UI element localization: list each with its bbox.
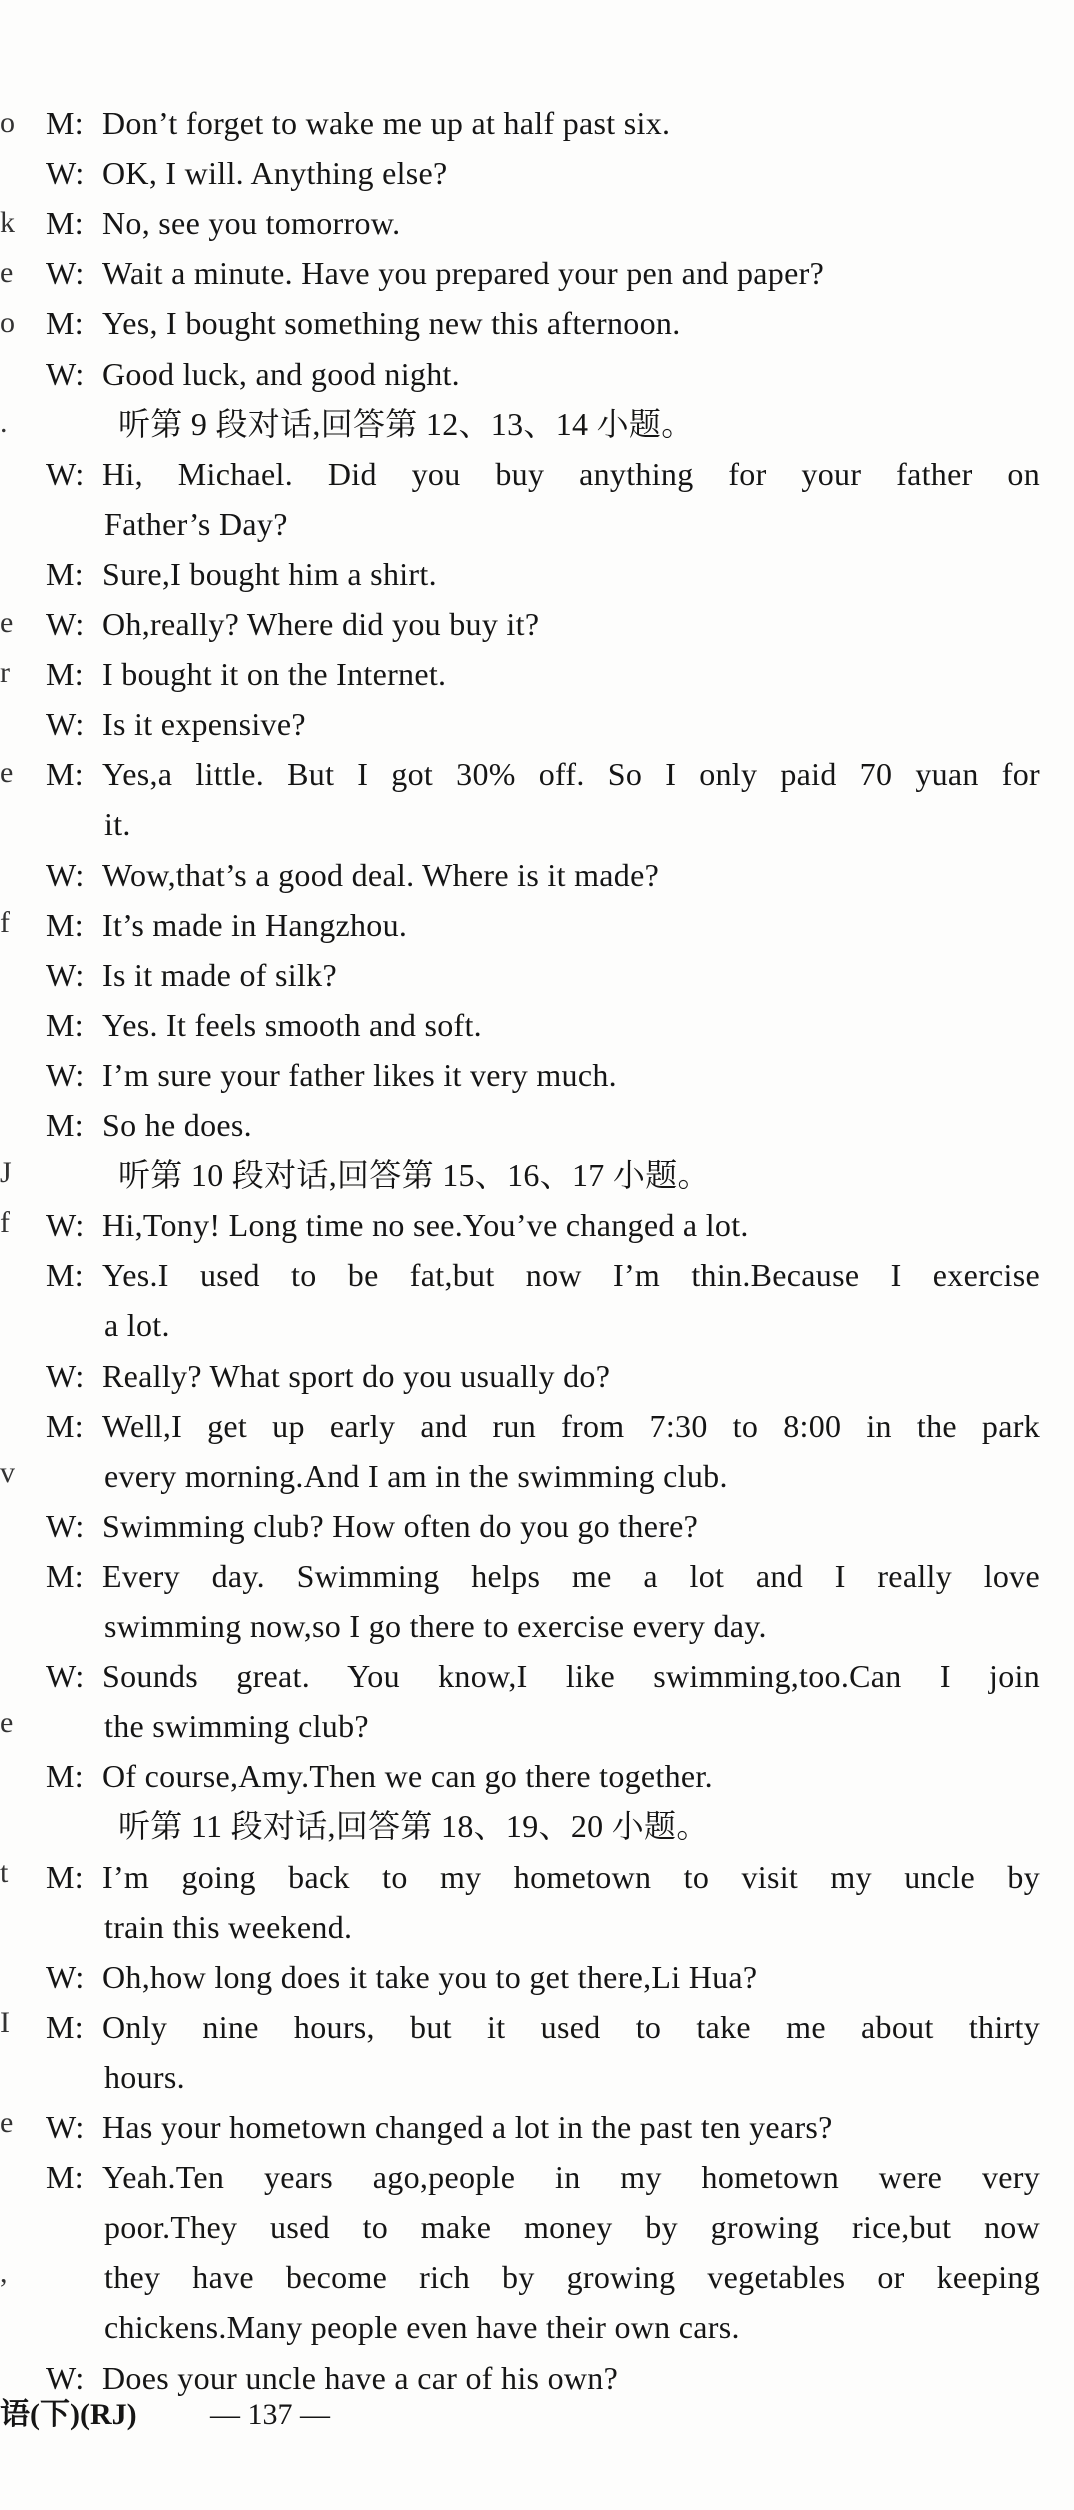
- speaker-label: M:: [46, 1257, 84, 1294]
- speaker-label: W:: [46, 1958, 85, 1995]
- dialogue-continuation: the swimming club?: [104, 1708, 369, 1745]
- dialogue-line: [46, 198, 400, 248]
- speaker-label: M:: [46, 1407, 84, 1444]
- speaker-label: W:: [46, 2109, 85, 2145]
- dialogue-line: [46, 549, 437, 599]
- speaker-label: M:: [46, 2159, 84, 2196]
- dialogue-line: [46, 950, 337, 1000]
- dialogue-line: [46, 1651, 1040, 1701]
- section-heading: 听第 10 段对话,回答第 15、16、17 小题。: [118, 1157, 710, 1194]
- speaker-label: M:: [46, 1858, 84, 1895]
- utterance-text: No, see you tomorrow.: [102, 205, 401, 242]
- utterance-text: Wait a minute. Have you prepared your pen and paper?: [102, 255, 825, 292]
- dialogue-line: [46, 2102, 833, 2152]
- utterance-text: Yeah.Ten years ago,people in my hometown were very: [102, 2159, 1040, 2196]
- dialogue-continuation: poor.They used to make money by growing rice,but now: [104, 2209, 1040, 2246]
- dialogue-line: [46, 1100, 252, 1150]
- dialogue-continuation: Father’s Day?: [104, 505, 288, 542]
- utterance-text: Hi,Tony! Long time no see.You’ve changed a lot.: [102, 1207, 749, 1244]
- dialogue-line: [46, 1751, 713, 1801]
- dialogue-line: [46, 298, 681, 348]
- margin-fragment: .: [0, 406, 8, 439]
- dialogue-line: [46, 1551, 1040, 1601]
- speaker-label: M:: [46, 1758, 84, 1795]
- dialogue-line: [46, 449, 1040, 499]
- speaker-label: W:: [46, 1507, 85, 1544]
- margin-fragment: e: [0, 256, 14, 289]
- margin-fragment: o: [0, 106, 15, 139]
- utterance-text: Is it expensive?: [102, 706, 306, 743]
- speaker-label: M:: [46, 756, 84, 793]
- dialogue-line: [46, 148, 448, 198]
- speaker-label: M:: [46, 305, 84, 342]
- speaker-label: M:: [46, 1557, 84, 1594]
- margin-fragment: r: [0, 656, 10, 689]
- dialogue-continuation: it.: [104, 806, 131, 843]
- speaker-label: M:: [46, 656, 84, 693]
- speaker-label: W:: [46, 706, 85, 743]
- margin-fragment: ,: [0, 2256, 8, 2289]
- utterance-text: Sure,I bought him a shirt.: [102, 555, 437, 592]
- speaker-label: W:: [46, 1357, 85, 1394]
- dialogue-continuation: a lot.: [104, 1307, 170, 1344]
- dialogue-line: [46, 1250, 1040, 1300]
- utterance-text: It’s made in Hangzhou.: [102, 906, 408, 943]
- margin-fragment: e: [0, 756, 14, 789]
- section-heading: 听第 9 段对话,回答第 12、13、14 小题。: [118, 405, 694, 442]
- utterance-text: Really? What sport do you usually do?: [102, 1357, 611, 1394]
- footer-subject: 语(下)(RJ): [0, 2398, 137, 2431]
- dialogue-line: [46, 1401, 1040, 1451]
- page-number: — 137 —: [210, 2398, 330, 2431]
- dialogue-continuation: every morning.And I am in the swimming club.: [104, 1457, 728, 1494]
- speaker-label: W:: [46, 2359, 85, 2396]
- dialogue-line: [46, 900, 407, 950]
- utterance-text: Don’t forget to wake me up at half past six.: [102, 105, 671, 141]
- margin-fragment: k: [0, 206, 15, 239]
- dialogue-line: [46, 1952, 757, 2002]
- margin-fragment: t: [0, 1856, 9, 1889]
- speaker-label: W:: [46, 455, 85, 492]
- speaker-label: W:: [46, 155, 85, 192]
- utterance-text: Does your uncle have a car of his own?: [102, 2359, 619, 2396]
- speaker-label: M:: [46, 2008, 84, 2045]
- utterance-text: Swimming club? How often do you go there?: [102, 1507, 699, 1544]
- dialogue-continuation: hours.: [104, 2058, 185, 2095]
- margin-fragment: e: [0, 2106, 14, 2139]
- dialogue-continuation: chickens.Many people even have their own cars.: [104, 2309, 740, 2346]
- utterance-text: Yes, I bought something new this afternoon.: [102, 305, 681, 342]
- utterance-text: I’m going back to my hometown to visit my uncle by: [102, 1858, 1040, 1895]
- utterance-text: So he does.: [102, 1107, 252, 1143]
- speaker-label: W:: [46, 856, 85, 893]
- speaker-label: W:: [46, 1658, 85, 1695]
- dialogue-line: [46, 349, 460, 399]
- page-footer: [0, 2390, 330, 2440]
- dialogue-continuation: train this weekend.: [104, 1908, 353, 1945]
- section-heading: 听第 11 段对话,回答第 18、19、20 小题。: [118, 1808, 709, 1845]
- margin-fragment: e: [0, 606, 14, 639]
- utterance-text: I’m sure your father likes it very much.: [102, 1056, 617, 1093]
- utterance-text: Sounds great. You know,I like swimming,too.Can I join: [102, 1658, 1040, 1695]
- dialogue-line: [46, 699, 306, 749]
- utterance-text: I bought it on the Internet.: [102, 656, 447, 693]
- margin-fragment: e: [0, 1706, 14, 1739]
- dialogue-line: [46, 1852, 1040, 1902]
- dialogue-continuation: they have become rich by growing vegetables or keeping: [104, 2259, 1040, 2296]
- speaker-label: M:: [46, 1107, 84, 1143]
- speaker-label: M:: [46, 906, 84, 943]
- utterance-text: Has your hometown changed a lot in the past ten years?: [102, 2109, 833, 2145]
- dialogue-continuation: swimming now,so I go there to exercise every day.: [104, 1608, 767, 1644]
- speaker-label: M:: [46, 205, 84, 242]
- margin-fragment: v: [0, 1456, 15, 1489]
- speaker-label: W:: [46, 956, 85, 993]
- utterance-text: Good luck, and good night.: [102, 355, 460, 392]
- utterance-text: Every day. Swimming helps me a lot and I really love: [102, 1557, 1040, 1594]
- utterance-text: OK, I will. Anything else?: [102, 155, 448, 192]
- utterance-text: Oh,how long does it take you to get there,Li Hua?: [102, 1958, 758, 1995]
- dialogue-line: [46, 2002, 1040, 2052]
- speaker-label: W:: [46, 1056, 85, 1093]
- dialogue-line: [46, 1000, 482, 1050]
- utterance-text: Well,I get up early and run from 7:30 to 8:00 in the park: [102, 1407, 1040, 1444]
- margin-fragment: f: [0, 1206, 10, 1239]
- utterance-text: Yes. It feels smooth and soft.: [102, 1006, 482, 1043]
- speaker-label: M:: [46, 555, 84, 592]
- dialogue-line: [46, 1501, 698, 1551]
- dialogue-line: [46, 599, 539, 649]
- speaker-label: W:: [46, 255, 85, 292]
- margin-fragment: I: [0, 2006, 10, 2039]
- dialogue-line: [46, 1050, 617, 1100]
- dialogue-line: [46, 98, 670, 148]
- speaker-label: W:: [46, 1207, 85, 1244]
- dialogue-line: [46, 1200, 749, 1250]
- utterance-text: Is it made of silk?: [102, 956, 337, 993]
- margin-fragment: J: [0, 1156, 12, 1189]
- utterance-text: Wow,that’s a good deal. Where is it made?: [102, 856, 660, 893]
- dialogue-line: [46, 749, 1040, 799]
- utterance-text: Only nine hours, but it used to take me about thirty: [102, 2008, 1040, 2045]
- dialogue-line: [46, 850, 659, 900]
- utterance-text: Yes,a little. But I got 30% off. So I only paid 70 yuan for: [102, 756, 1040, 793]
- utterance-text: Yes.I used to be fat,but now I’m thin.Because I exercise: [102, 1257, 1040, 1294]
- dialogue-line: [46, 1351, 610, 1401]
- dialogue-line: [46, 248, 824, 298]
- speaker-label: W:: [46, 606, 85, 642]
- utterance-text: Hi, Michael. Did you buy anything for your father on: [102, 455, 1040, 492]
- utterance-text: Oh,really? Where did you buy it?: [102, 606, 540, 642]
- speaker-label: W:: [46, 355, 85, 392]
- utterance-text: Of course,Amy.Then we can go there together.: [102, 1758, 713, 1795]
- speaker-label: M:: [46, 1006, 84, 1043]
- dialogue-line: [46, 649, 446, 699]
- margin-fragment: f: [0, 906, 10, 939]
- speaker-label: M:: [46, 105, 84, 141]
- dialogue-line: [46, 2152, 1040, 2202]
- margin-fragment: o: [0, 306, 15, 339]
